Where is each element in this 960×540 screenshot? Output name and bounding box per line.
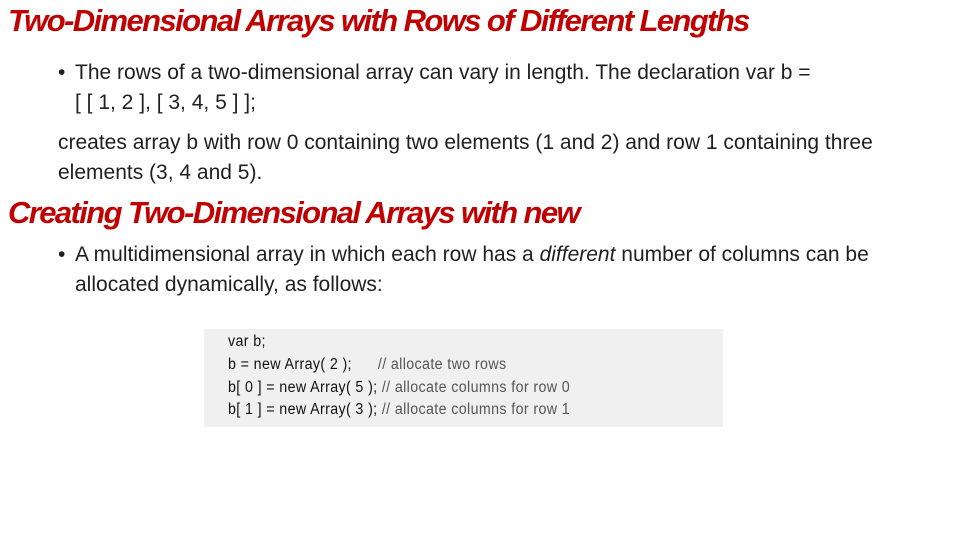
slide-title: Two-Dimensional Arrays with Rows of Different Lengths xyxy=(8,3,749,38)
bullet-marker: • xyxy=(58,61,66,84)
code-line: b = new Array( 2 ); // allocate two rows xyxy=(228,356,507,373)
bullet-text-end: number of columns can be allocated dynamically, as follows: xyxy=(75,243,869,296)
section-heading: Creating Two-Dimensional Arrays with new xyxy=(8,195,580,230)
bullet-text: The rows of a two-dimensional array can vary in length. The declaration xyxy=(75,61,746,84)
code-line: b[ 0 ] = new Array( 5 ); // allocate columns for row 0 xyxy=(228,379,571,396)
bullet-rows-vary xyxy=(58,58,818,118)
bullet-marker: • xyxy=(58,243,66,266)
bullet-dynamic-allocation xyxy=(58,240,898,300)
emphasis-text: different xyxy=(539,243,616,266)
code-snippet xyxy=(204,329,723,427)
bullet-text: A multidimensional array in which each row has a xyxy=(75,243,540,266)
code-line: b[ 1 ] = new Array( 3 ); // allocate columns for row 1 xyxy=(228,401,571,418)
paragraph-explanation: creates array b with row 0 containing two elements (1 and 2) and row 1 containing three elements (3, 4 and 5). xyxy=(58,131,873,184)
code-line: var b; xyxy=(228,333,266,350)
inline-code-declaration: var b = [ [ 1, 2 ], [ 3, 4, 5 ] ]; xyxy=(75,61,811,114)
